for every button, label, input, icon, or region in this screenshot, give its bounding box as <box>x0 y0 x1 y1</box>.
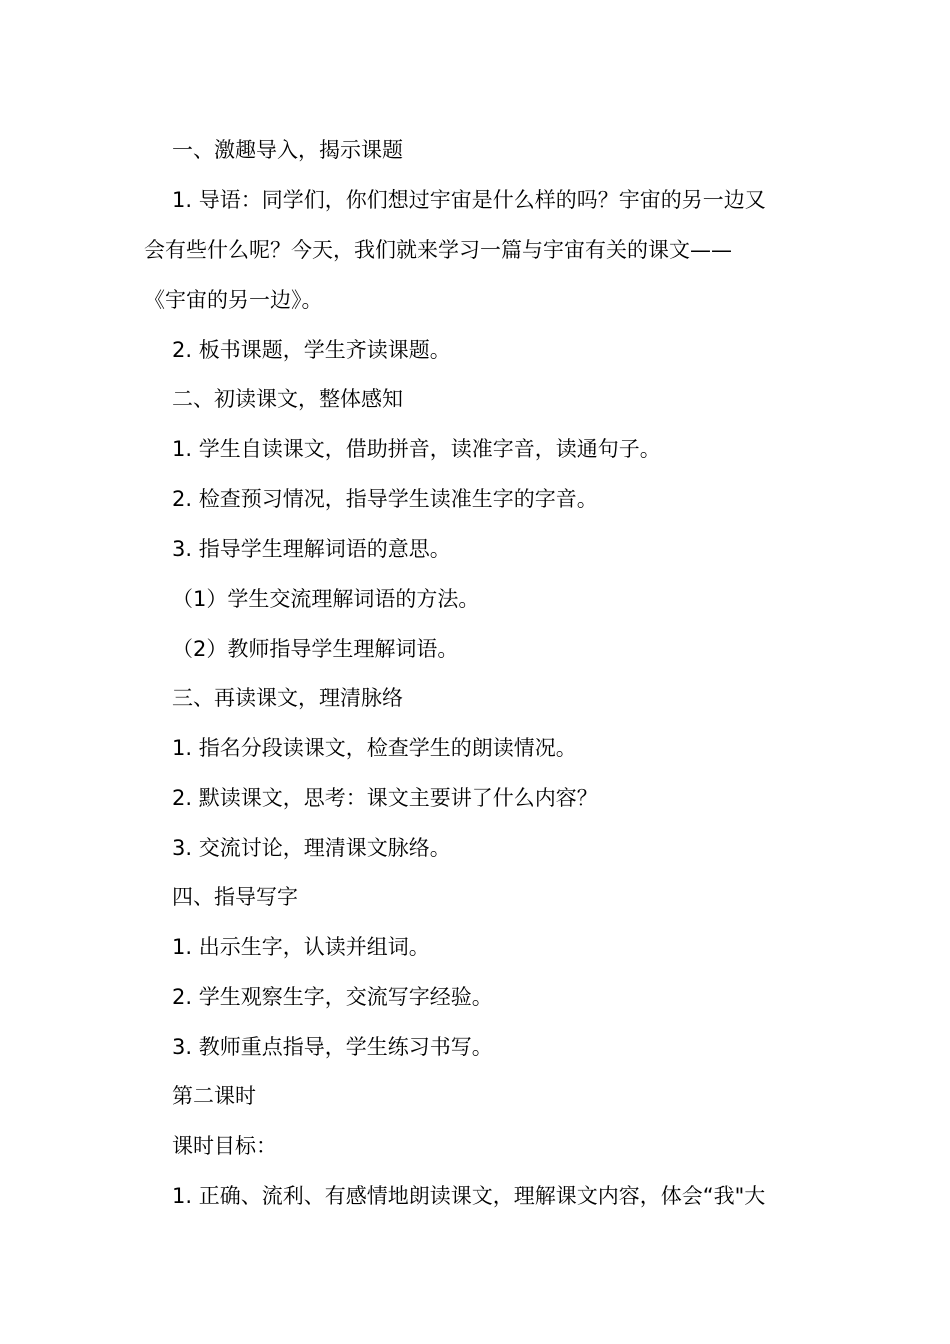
paragraph-line: 3. 教师重点指导，学生练习书写。 <box>172 1035 493 1059</box>
paragraph-line: 2. 检查预习情况，指导学生读准生字的字音。 <box>172 487 598 511</box>
paragraph-line: 3. 交流讨论，理清课文脉络。 <box>172 836 451 860</box>
paragraph-line: （1）学生交流理解词语的方法。 <box>172 587 480 611</box>
objectives-heading: 课时目标： <box>172 1134 277 1158</box>
paragraph-line: 1. 出示生字，认读并组词。 <box>172 935 430 959</box>
paragraph-line: （2）教师指导学生理解词语。 <box>172 637 459 661</box>
paragraph-line: 1. 导语：同学们，你们想过宇宙是什么样的吗？宇宙的另一边又 <box>172 188 766 212</box>
paragraph-line: 3. 指导学生理解词语的意思。 <box>172 537 451 561</box>
lesson-heading: 第二课时 <box>172 1084 256 1108</box>
section-heading-2: 二、初读课文，整体感知 <box>172 387 403 411</box>
paragraph-line: 1. 指名分段读课文，检查学生的朗读情况。 <box>172 736 577 760</box>
paragraph-line: 2. 学生观察生字，交流写字经验。 <box>172 985 493 1009</box>
paragraph-line: 1. 学生自读课文，借助拼音，读准字音，读通句子。 <box>172 437 661 461</box>
section-heading-1: 一、激趣导入，揭示课题 <box>172 138 403 162</box>
section-heading-3: 三、再读课文，理清脉络 <box>172 686 403 710</box>
section-heading-4: 四、指导写字 <box>172 885 298 909</box>
paragraph-line: 2. 默读课文，思考：课文主要讲了什么内容？ <box>172 786 598 810</box>
paragraph-line: 会有些什么呢？今天，我们就来学习一篇与宇宙有关的课文—— <box>144 238 732 262</box>
paragraph-line: 《宇宙的另一边》。 <box>144 288 323 312</box>
paragraph-line: 2. 板书课题，学生齐读课题。 <box>172 338 451 362</box>
paragraph-line: 1. 正确、流利、有感情地朗读课文，理解课文内容，体会“我"大 <box>172 1184 766 1208</box>
